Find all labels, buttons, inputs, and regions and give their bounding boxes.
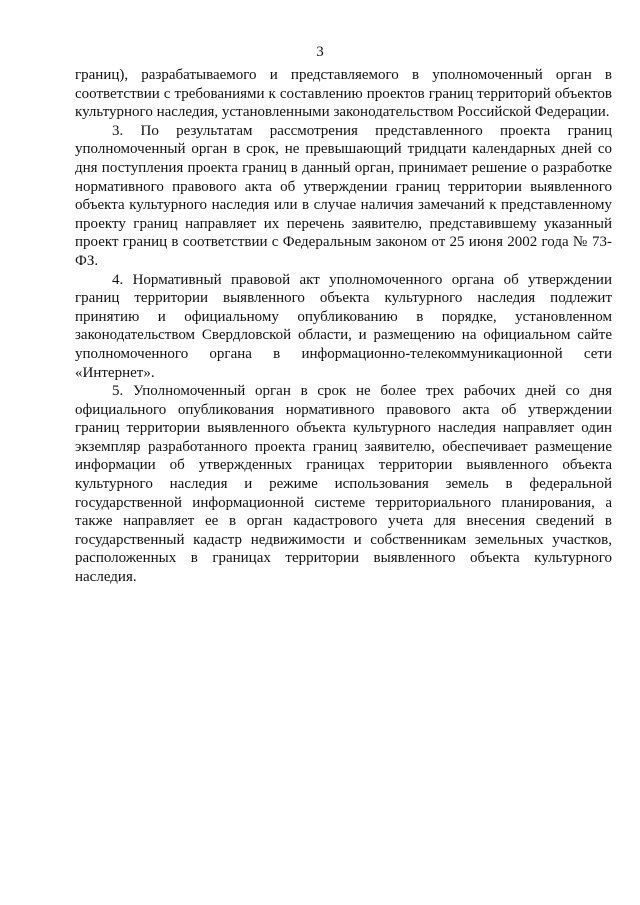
paragraph-3: 3. По результатам рассмотрения представленного проекта границ уполномоченный орган в срок, не превышающий тридцати календарных дней со дня поступления проекта границ в данный орган, принимает решение о разработке нормативного правового акта об утверждении границ территории выявленного объекта культурного наследия или в случае наличия замечаний к представленному проекту границ направляет их перечень заявителю, представившему указанный проект границ в соответствии с Федеральным законом от 25 июня 2002 года № 73-ФЗ. bbox=[75, 122, 612, 269]
document-body bbox=[75, 66, 612, 587]
paragraph-5: 5. Уполномоченный орган в срок не более трех рабочих дней со дня официального опубликования нормативного правового акта об утверждении границ территории выявленного объекта культурного наследия направляет один экземпляр разработанного проекта границ заявителю, обеспечивает размещение информации об утвержденных границах территории выявленного объекта культурного наследия и режиме использования земель в федеральной государственной информационной системе территориального планирования, а также направляет ее в орган кадастрового учета для внесения сведений в государственный кадастр недвижимости и собственникам земельных участков, расположенных в границах территории выявленного объекта культурного наследия. bbox=[75, 383, 612, 586]
paragraph-4: 4. Нормативный правовой акт уполномоченного органа об утверждении границ территории выявленного объекта культурного наследия подлежит принятию и официальному опубликованию в порядке, установленном законодательством Свердловской области, и размещению на официальном сайте уполномоченного органа в информационно-телекоммуникационной сети «Интернет». bbox=[75, 271, 612, 381]
paragraph-continuation: границ), разрабатываемого и представляемого в уполномоченный орган в соответствии с требованиями к составлению проектов границ территорий объектов культурного наследия, установленными законодательством Российской Федерации. bbox=[75, 67, 612, 121]
page-number: 3 bbox=[316, 44, 324, 60]
